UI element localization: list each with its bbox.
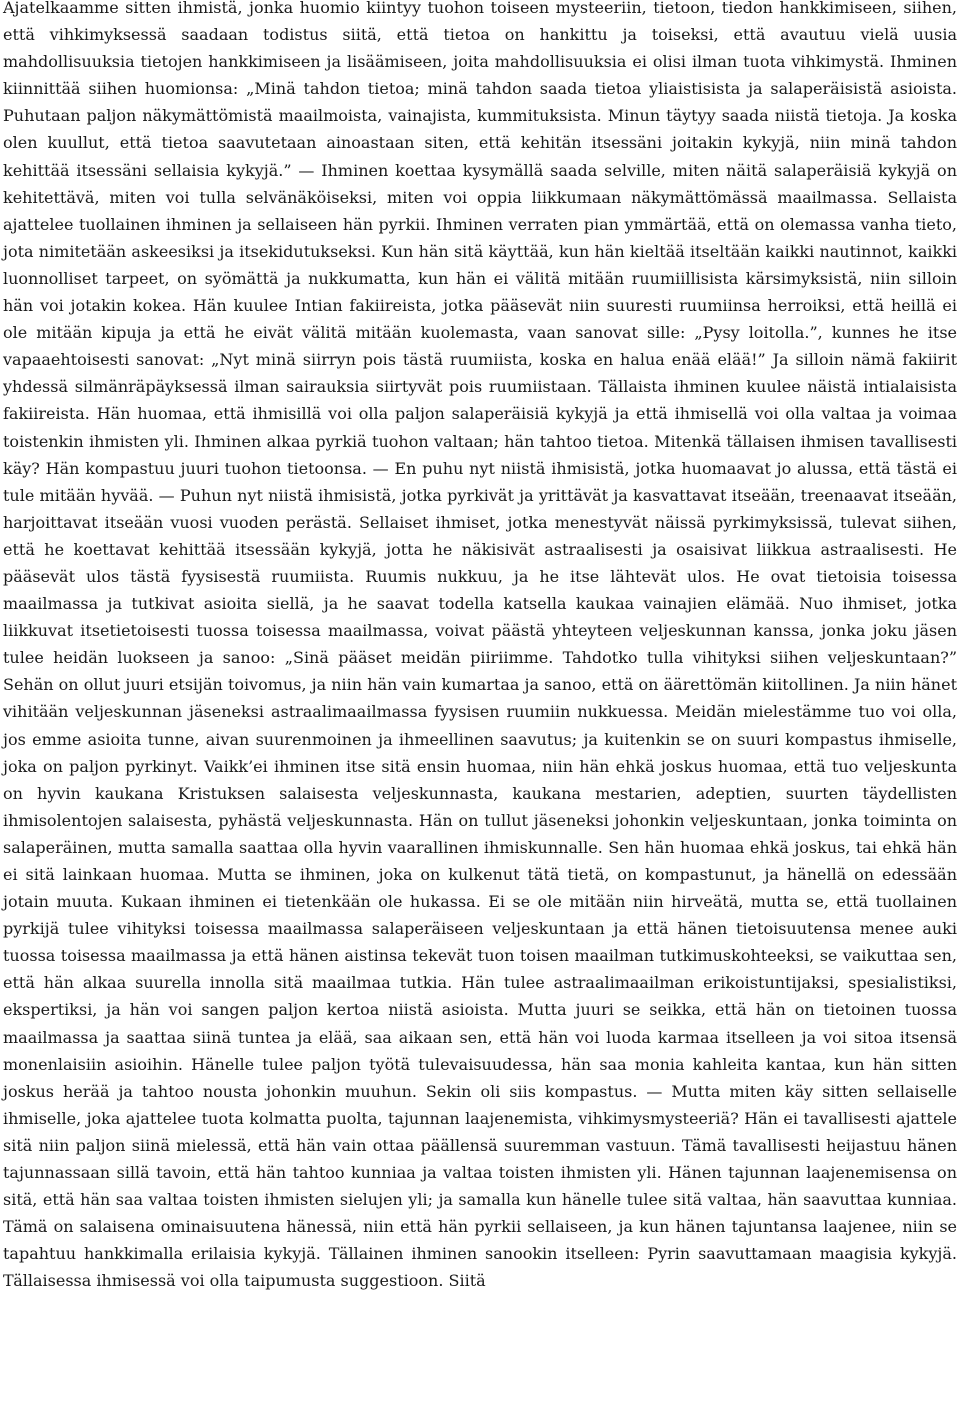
body-text: Ajatelkaamme sitten ihmistä, jonka huomio kiintyy tuohon toiseen mysteeriin, tietoon, tiedon hankkimiseen, siihen, että vihkimyksessä saadaan todistus siitä, että tietoa on hankittu ja toiseksi, että avautuu vielä uusia mahdollisuuksia tietojen hankkimiseen ja lisäämiseen, joita mahdollisuuksia ei olisi ilman tuota vihkimystä. Ihminen kiinnittää siihen huomionsa: „Minä tahdon tietoa; minä tahdon saada tietoa yliaistisista ja salaperäisistä asioista. Puhutaan paljon näkymättömistä maailmoista, vainajista, kummituksista. Minun täytyy saada niistä tietoja. Ja koska olen kuullut, että tietoa saavutetaan ainoastaan siten, että kehitän itsessäni joitakin kykyjä, niin minä tahdon kehittää itsessäni sellaisia kykyjä.” — Ihminen koettaa kysymällä saada selville, miten näitä salaperäisiä kykyjä on kehitettävä, miten voi tulla selvänäköiseksi, miten voi oppia liikkumaan näkymättömässä maailmassa. Sellaista ajattelee tuollainen ihminen ja sellaiseen hän pyrkii. Ihminen verraten pian ymmärtää, että on olemassa vanha tieto, jota nimitetään askeesiksi ja itsekidutukseksi. Kun hän sitä käyttää, kun hän kieltää itseltään kaikki nautinnot, kaikki luonnolliset tarpeet, on syömättä ja nukkumatta, kun hän ei välitä mitään ruumiillisista kärsimyksistä, niin silloin hän voi jotakin kokea. Hän kuulee Intian fakiireista, jotka pääsevät niin suuresti ruumiinsa herroiksi, että heillä ei ole mitään kipuja ja että he eivät välitä mitään kuolemasta, vaan sanovat sille: „Pysy loitolla.”, kunnes he itse vapaaehtoisesti sanovat: „Nyt minä siirryn pois tästä ruumiista, koska en halua enää elää!” Ja silloin nämä fakiirit yhdessä silmänräpäyksessä ilman sairauksia siirtyvät pois ruumiistaan. Tällaista ihminen kuulee näistä intialaisista fakiireista. Hän huomaa, että ihmisillä voi olla paljon salaperäisiä kykyjä ja että ihmisellä voi olla valtaa ja voimaa toistenkin ihmisten yli. Ihminen alkaa pyrkiä tuohon valtaan; hän tahtoo tietoa. Mitenkä tällaisen ihmisen tavallisesti käy? Hän kompastuu juuri tuohon tietoonsa. — En puhu nyt niistä ihmisistä, jotka huomaavat jo alussa, että tästä ei tule mitään hyvää. — Puhun nyt niistä ihmisistä, jotka pyrkivät ja yrittävät ja kasvattavat itseään, treenaavat itseään, harjoittavat itseään vuosi vuoden perästä. Sellaiset ihmiset, jotka menestyvät näissä pyrkimyksissä, tulevat siihen, että he koettavat kehittää itsessään kykyjä, jotta he näkisivät astraalisesti ja osaisivat liikkua astraalisesti. He pääsevät ulos tästä fyysisestä ruumiista. Ruumis nukkuu, ja he itse lähtevät ulos. He ovat tietoisia toisessa maailmassa ja tutkivat asioita siellä, ja he saavat todella katsella kaukaa vainajien elämää. Nuo ihmiset, jotka liikkuvat itsetietoisesti tuossa toisessa maailmassa, voivat päästä yhteyteen veljeskunnan kanssa, jonka joku jäsen tulee heidän luokseen ja sanoo: „Sinä pääset meidän piiriimme. Tahdotko tulla vihityksi siihen veljeskuntaan?” Sehän on ollut juuri etsijän toivomus, ja niin hän vain kumartaa ja sanoo, että on äärettömän kiitollinen. Ja niin hänet vihitään veljeskunnan jäseneksi astraalimaailmassa fyysisen ruumiin nukkuessa. Meidän mielestämme tuo voi olla, jos emme asioita tunne, aivan suurenmoinen ja ihmeellinen saavutus; ja kuitenkin se on suuri kompastus ihmiselle, joka on paljon pyrkinyt. Vaikk’ei ihminen itse sitä ensin huomaa, niin hän ehkä joskus huomaa, että tuo veljeskunta on hyvin kaukana Kristuksen salaisesta veljeskunnasta, kaukana mestarien, adeptien, suurten täydellisten ihmisolentojen salaisesta, pyhästä veljeskunnasta. Hän on tullut jäseneksi johonkin veljeskuntaan, jonka toiminta on salaperäinen, mutta samalla saattaa olla hyvin vaarallinen ihmiskunnalle. Sen hän huomaa ehkä joskus, tai ehkä hän ei sitä lainkaan huomaa. Mutta se ihminen, joka on kulkenut tätä tietä, on kompastunut, ja hänellä on edessään jotain muuta. Kukaan ihminen ei tietenkään ole hukassa. Ei se ole mitään niin hirveätä, mutta se, että tuollainen pyrkijä tulee vihityksi toisessa maailmassa salaperäiseen veljeskuntaan ja että hänen tietoisuutensa menee auki tuossa toisessa maailmassa ja että hänen aistinsa tekevät tuon toisen maailman tutkimuskohteeksi, se vaikuttaa sen, että hän alkaa suurella innolla sitä maailmaa tutkia. Hän tulee astraalimaailman erikoistuntijaksi, spesialistiksi, ekspertiksi, ja hän voi sangen paljon kertoa niistä asioista. Mutta juuri se seikka, että hän on tietoinen tuossa maailmassa ja saattaa siinä tuntea ja elää, saa aikaan sen, että hän voi luoda karmaa itselleen ja voi sitoa itsensä monenlaisiin asioihin. Hänelle tulee paljon työtä tulevaisuudessa, hän saa monia kahleita kantaa, kun hän sitten joskus herää ja tahtoo nousta johonkin muuhun. Sekin oli siis kompastus. — Mutta miten käy sitten sellaiselle ihmiselle, joka ajattelee tuota kolmatta puolta, tajunnan laajenemista, vihkimysmysteeriä? Hän ei tavallisesti ajattele sitä niin paljon siinä mielessä, että hän vain ottaa päällensä suuremman vastuun. Tämä tavallisesti heijastuu hänen tajunnassaan sillä tavoin, että hän tahtoo kunniaa ja valtaa toisten ihmisten yli. Hänen tajunnan laajenemisensa on sitä, että hän saa valtaa toisten ihmisten sielujen yli; ja samalla kun hänelle tulee sitä valtaa, hän saavuttaa kunniaa. Tämä on salaisena ominaisuutena hänessä, niin että hän pyrkii sellaiseen, ja kun hänen tajuntansa laajenee, niin se tapahtuu hankkimalla erilaisia kykyjä. Tällainen ihminen sanookin itselleen: Pyrin saavuttamaan maagisia kykyjä. Tällaisessa ihmisessä voi olla taipumusta suggestioon. Siitä bbox=[3, 0, 957, 1291]
